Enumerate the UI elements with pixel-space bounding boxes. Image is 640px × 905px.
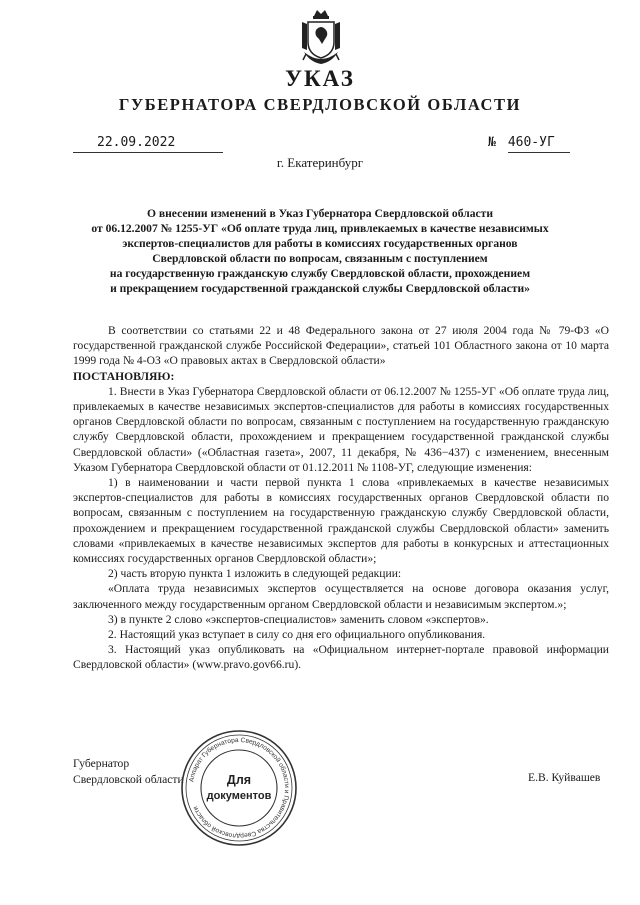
- subject-line: и прекращением государственной гражданской службы Свердловской области»: [110, 282, 530, 295]
- signatory-title-line: Губернатор: [73, 757, 130, 770]
- subject-line: О внесении изменений в Указ Губернатора Свердловской области: [146, 207, 494, 220]
- document-date: 22.09.2022: [97, 135, 176, 150]
- document-type-title: УКАЗ: [285, 66, 355, 91]
- official-stamp: [179, 728, 299, 848]
- preamble-paragraph: В соответствии со статьями 22 и 48 Федерального закона от 27 июля 2004 года № 79-ФЗ «О государственной гражданской службе Российской Федерации», статьей 101 Областного закона от 10 марта 1999 года № 4-ОЗ «О правовых актах в Свердловской области»: [73, 324, 609, 368]
- document-number-block: [488, 135, 555, 150]
- body-paragraph: 2) часть вторую пункта 1 изложить в следующей редакции:: [108, 567, 402, 581]
- signatory-name: Е.В. Куйвашев: [528, 771, 601, 784]
- signatory-title: [73, 756, 184, 787]
- signatory-title-line: Свердловской области: [73, 772, 184, 786]
- document-subject: [60, 206, 580, 296]
- body-paragraph: 1) в наименовании и части первой пункта 1 слова «привлекаемых в качестве независимых экспертов-специалистов для работы в комиссиях государственных органов Свердловской области по вопросам, связанным с поступлением на государственную гражданскую службу Свердловской области, прохождением и прекращением государственной гражданской службы Свердловской области» заменить словами «привлекаемых в качестве независимых экспертов для работы в конкурсных и аттестационных комиссиях государственных органов Свердловской области»;: [73, 476, 609, 566]
- number-underline: [508, 152, 570, 153]
- stamp-center-line: Для: [226, 773, 252, 787]
- subject-line: Свердловской области по вопросам, связанным с поступлением: [152, 252, 488, 265]
- decree-heading: ПОСТАНОВЛЯЮ:: [73, 369, 175, 383]
- coat-of-arms-emblem: [298, 8, 344, 68]
- subject-line: от 06.12.2007 № 1255-УГ «Об оплате труда лиц, привлекаемых в качестве независимых: [91, 222, 549, 235]
- stamp-center-line: документов: [206, 790, 272, 802]
- subject-line: экспертов-специалистов для работы в комиссиях государственных органов: [122, 237, 518, 250]
- document-body: [73, 323, 609, 673]
- body-paragraph: 3. Настоящий указ опубликовать на «Официальном интернет-портале правовой информации Свердловской области» (www.pravo.gov66.ru).: [73, 643, 609, 672]
- body-paragraph: 3) в пункте 2 слово «экспертов-специалистов» заменить словом «экспертов».: [108, 612, 489, 626]
- document-number: 460-УГ: [507, 135, 555, 150]
- date-underline: [73, 152, 223, 153]
- number-sign: №: [488, 135, 496, 150]
- body-paragraph: «Оплата труда независимых экспертов осуществляется на основе договора оказания услуг, заключенного между государственным органом Свердловской области и независимым экспертом.»;: [73, 582, 609, 611]
- issuer-title: ГУБЕРНАТОРА СВЕРДЛОВСКОЙ ОБЛАСТИ: [118, 95, 522, 114]
- svg-text:Аппарат Губернатора Свердловск: [188, 737, 290, 839]
- body-paragraph: 2. Настоящий указ вступает в силу со дня его официального опубликования.: [108, 628, 486, 642]
- body-paragraph: 1. Внести в Указ Губернатора Свердловской области от 06.12.2007 № 1255-УГ «Об оплате труда лиц, привлекаемых в качестве независимых экспертов-специалистов для работы в комиссиях государственных органов Свердловской области по вопросам, связанным с поступлением на государственную гражданскую службу Свердловской области, прохождением и прекращением государственной гражданской службы Свердловской области» («Областная газета», 2007, 11 декабря, № 436−437) с изменением, внесенным Указом Губернатора Свердловской области от 01.12.2011 № 1108-УГ, следующие изменения:: [73, 384, 609, 474]
- subject-line: на государственную гражданскую службу Свердловской области, прохождением: [109, 267, 531, 280]
- stamp-ring-text: Аппарат Губернатора Свердловской области и Правительства Свердловской области: [188, 736, 291, 840]
- city: г. Екатеринбург: [276, 155, 364, 170]
